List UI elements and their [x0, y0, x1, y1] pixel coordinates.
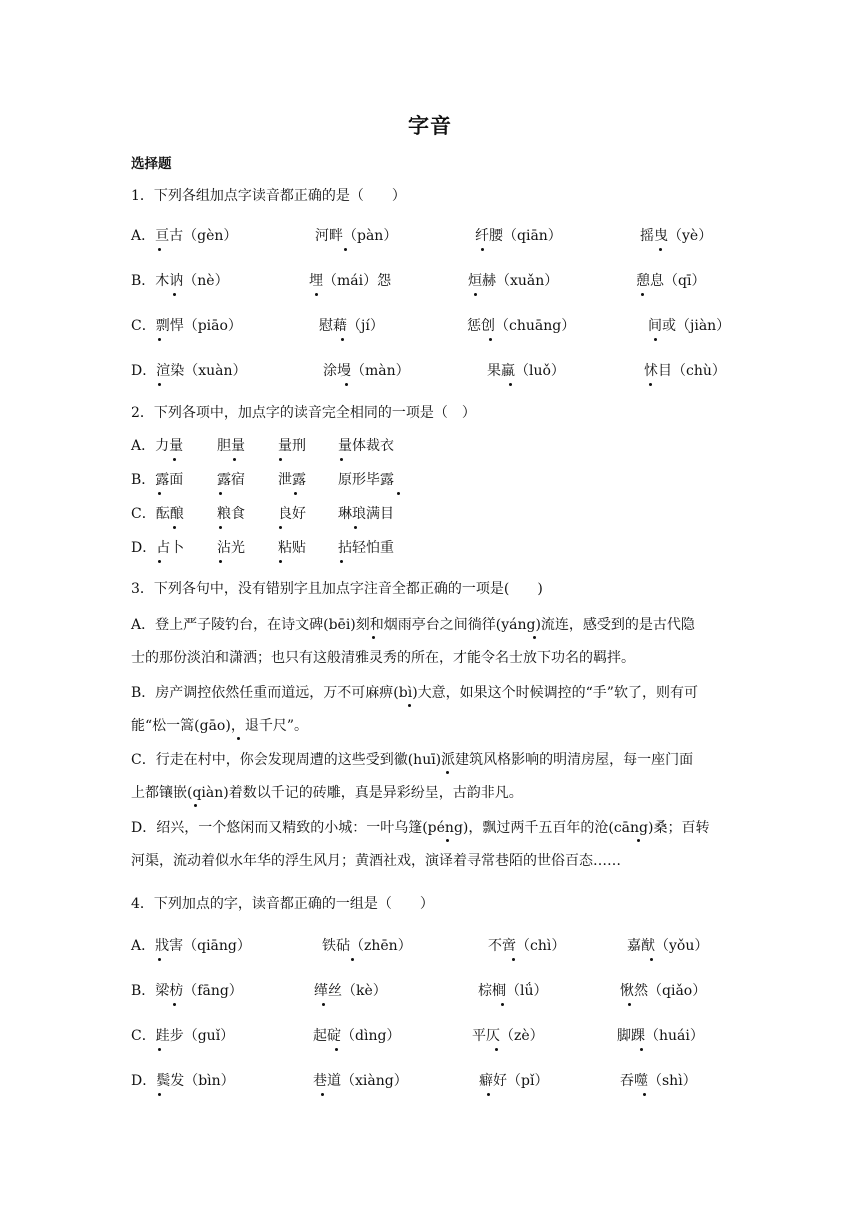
- q3-a-line-2: 士的那份淡泊和潇洒；也只有这般清雅灵秀的所在，才能令名士放下功名的羁拌。: [131, 650, 635, 666]
- q4-b-item-1: B．梁枋（fāng）: [131, 983, 243, 999]
- emphasis-dot: [397, 492, 400, 495]
- emphasis-dot: [509, 383, 512, 386]
- q4-b-item-2: 缂丝（kè）: [314, 983, 387, 999]
- q2-a-item-1: A．力量: [131, 438, 184, 454]
- emphasis-dot: [173, 1003, 176, 1006]
- q1-option-d[interactable]: [131, 361, 731, 381]
- q3-b-line-1: B．房产调控依然任重而道远，万不可麻痹(bì)大意，如果这个时候调控的“手”软了，则有可: [131, 685, 698, 701]
- q4-d-item-1: D．鬓发（bìn）: [131, 1073, 235, 1089]
- q4-option-c[interactable]: [131, 1026, 731, 1046]
- q2-d-item-3: 粘贴: [278, 540, 306, 556]
- q3-option-b[interactable]: [131, 677, 731, 743]
- q4-option-a[interactable]: [131, 936, 731, 956]
- q2-b-item-3: 泄露: [278, 472, 306, 488]
- question-1-stem: 1．下列各组加点字读音都正确的是（ ）: [131, 188, 406, 204]
- q4-a-item-1: A．戕害（qiāng）: [131, 938, 251, 954]
- q2-c-item-4: 琳琅满目: [338, 506, 394, 522]
- q2-a-item-4: 量体裁衣: [338, 438, 394, 454]
- q4-c-item-3: 平仄（zè）: [472, 1028, 544, 1044]
- emphasis-dot: [650, 958, 653, 961]
- q2-option-b[interactable]: [131, 470, 731, 490]
- q1-c-item-3: 惩创（chuāng）: [467, 318, 576, 334]
- q4-a-item-4: 嘉猷（yǒu）: [627, 938, 709, 954]
- q4-d-item-2: 巷道（xiàng）: [313, 1073, 408, 1089]
- q2-option-a[interactable]: [131, 436, 731, 456]
- emphasis-dot: [372, 636, 375, 639]
- q1-option-c[interactable]: [131, 316, 731, 336]
- q4-d-item-4: 吞噬（shì）: [620, 1073, 697, 1089]
- q3-d-line-2: 河渠，流动着似水年华的浮生风月；黄酒社戏，演译着寻常巷陌的世俗百态……: [131, 853, 621, 869]
- emphasis-dot: [533, 636, 536, 639]
- q3-c-line-2: 上都镶嵌(qiàn)着数以千记的砖雕，真是异彩纷呈，古韵非凡。: [131, 785, 523, 801]
- q4-b-item-4: 愀然（qiǎo）: [620, 983, 707, 999]
- q2-b-item-4: 原形毕露: [338, 472, 394, 488]
- emphasis-dot: [158, 1093, 161, 1096]
- emphasis-dot: [279, 560, 282, 563]
- q2-option-c[interactable]: [131, 504, 731, 524]
- q2-b-item-2: 露宿: [217, 472, 245, 488]
- emphasis-dot: [354, 526, 357, 529]
- emphasis-dot: [158, 492, 161, 495]
- q1-b-item-4: 憩息（qī）: [636, 273, 706, 289]
- q4-option-d[interactable]: [131, 1071, 731, 1091]
- q3-b-line-2: 能“松一篙(gāo)，退千尺”。: [131, 718, 308, 734]
- q1-a-item-2: 河畔（pàn）: [315, 228, 398, 244]
- emphasis-dot: [446, 771, 449, 774]
- emphasis-dot: [501, 1003, 504, 1006]
- q3-option-a[interactable]: [131, 609, 731, 675]
- q4-d-item-3: 癖好（pǐ）: [479, 1073, 549, 1089]
- emphasis-dot: [408, 704, 411, 707]
- q1-d-item-1: D．渲染（xuàn）: [131, 363, 247, 379]
- q1-a-item-3: 纤腰（qiān）: [475, 228, 562, 244]
- emphasis-dot: [474, 293, 477, 296]
- q2-c-item-2: 粮食: [217, 506, 245, 522]
- emphasis-dot: [345, 383, 348, 386]
- emphasis-dot: [321, 1093, 324, 1096]
- emphasis-dot: [158, 248, 161, 251]
- q4-b-item-3: 棕榈（lǘ）: [478, 983, 548, 999]
- q2-c-item-1: C．酝酿: [131, 506, 184, 522]
- emphasis-dot: [158, 1048, 161, 1051]
- emphasis-dot: [219, 492, 222, 495]
- q2-d-item-1: D．占卜: [131, 540, 185, 556]
- q3-a-line-1: A．登上严子陵钓台，在诗文碑(bēi)刻和烟雨亭台之间徜徉(yáng)流连，感受到的是古代隐: [131, 617, 695, 633]
- q1-d-item-3: 果蠃（luǒ）: [487, 363, 565, 379]
- emphasis-dot: [481, 248, 484, 251]
- emphasis-dot: [341, 338, 344, 341]
- q2-option-d[interactable]: [131, 538, 731, 558]
- q1-option-b[interactable]: [131, 271, 731, 291]
- q2-b-item-1: B．露面: [131, 472, 184, 488]
- q2-d-item-2: 沾光: [217, 540, 245, 556]
- emphasis-dot: [640, 1048, 643, 1051]
- emphasis-dot: [294, 492, 297, 495]
- emphasis-dot: [158, 338, 161, 341]
- emphasis-dot: [512, 958, 515, 961]
- emphasis-dot: [233, 458, 236, 461]
- emphasis-dot: [279, 526, 282, 529]
- emphasis-dot: [158, 383, 161, 386]
- emphasis-dot: [495, 1048, 498, 1051]
- page-title: 字音: [408, 114, 452, 138]
- emphasis-dot: [173, 526, 176, 529]
- q4-c-item-4: 脚踝（huái）: [617, 1028, 704, 1044]
- emphasis-dot: [315, 293, 318, 296]
- question-3-stem: 3．下列各句中，没有错别字且加点字注音全都正确的一项是( ): [131, 581, 543, 597]
- q3-option-d[interactable]: [131, 812, 731, 878]
- q2-a-item-3: 量刑: [278, 438, 306, 454]
- q1-d-item-2: 涂墁（màn）: [323, 363, 410, 379]
- q1-d-item-4: 怵目（chù）: [644, 363, 726, 379]
- emphasis-dot: [219, 560, 222, 563]
- section-heading: 选择题: [131, 156, 172, 172]
- q2-a-item-2: 胆量: [217, 438, 245, 454]
- q1-a-item-1: A．亘古（gèn）: [131, 228, 238, 244]
- emphasis-dot: [340, 560, 343, 563]
- emphasis-dot: [344, 248, 347, 251]
- q3-d-line-1: D．绍兴，一个悠闲而又精致的小城：一叶乌篷(péng)，飘过两千五百年的沧(cāng)桑；百转: [131, 820, 710, 836]
- emphasis-dot: [194, 804, 197, 807]
- emphasis-dot: [219, 526, 222, 529]
- emphasis-dot: [279, 458, 282, 461]
- q4-option-b[interactable]: [131, 981, 731, 1001]
- emphasis-dot: [158, 958, 161, 961]
- emphasis-dot: [173, 458, 176, 461]
- q2-d-item-4: 拈轻怕重: [338, 540, 394, 556]
- q4-c-item-1: C．跬步（guǐ）: [131, 1028, 235, 1044]
- question-4-stem: 4．下列加点的字，读音都正确的一组是（ ）: [131, 896, 434, 912]
- q1-b-item-3: 烜赫（xuǎn）: [468, 273, 559, 289]
- q4-c-item-2: 起碇（dìng）: [313, 1028, 401, 1044]
- emphasis-dot: [659, 248, 662, 251]
- question-2-stem: 2．下列各项中，加点字的读音完全相同的一项是（ ）: [131, 405, 476, 421]
- emphasis-dot: [446, 839, 449, 842]
- emphasis-dot: [351, 958, 354, 961]
- q4-a-item-2: 铁砧（zhēn）: [322, 938, 412, 954]
- emphasis-dot: [335, 1048, 338, 1051]
- q3-c-line-1: C．行走在村中，你会发现周遭的这些受到徽(huī)派建筑风格影响的明清房屋，每一座门面: [131, 752, 694, 768]
- q1-a-item-4: 摇曳（yè）: [640, 228, 713, 244]
- emphasis-dot: [628, 1003, 631, 1006]
- emphasis-dot: [487, 1093, 490, 1096]
- q1-c-item-2: 慰藉（jí）: [319, 318, 384, 334]
- emphasis-dot: [649, 383, 652, 386]
- emphasis-dot: [237, 737, 240, 740]
- q4-a-item-3: 不啻（chì）: [488, 938, 566, 954]
- emphasis-dot: [173, 293, 176, 296]
- q1-b-item-2: 埋（mái）怨: [309, 273, 392, 289]
- emphasis-dot: [654, 338, 657, 341]
- q1-c-item-4: 间或（jiàn）: [648, 318, 731, 334]
- q3-option-c[interactable]: [131, 744, 731, 810]
- q1-option-a[interactable]: [131, 226, 731, 246]
- emphasis-dot: [489, 338, 492, 341]
- emphasis-dot: [637, 839, 640, 842]
- emphasis-dot: [322, 1003, 325, 1006]
- q2-c-item-3: 良好: [278, 506, 306, 522]
- emphasis-dot: [340, 458, 343, 461]
- q1-c-item-1: C．剽悍（piāo）: [131, 318, 242, 334]
- q1-b-item-1: B．木讷（nè）: [131, 273, 229, 289]
- emphasis-dot: [643, 1093, 646, 1096]
- emphasis-dot: [158, 560, 161, 563]
- emphasis-dot: [641, 293, 644, 296]
